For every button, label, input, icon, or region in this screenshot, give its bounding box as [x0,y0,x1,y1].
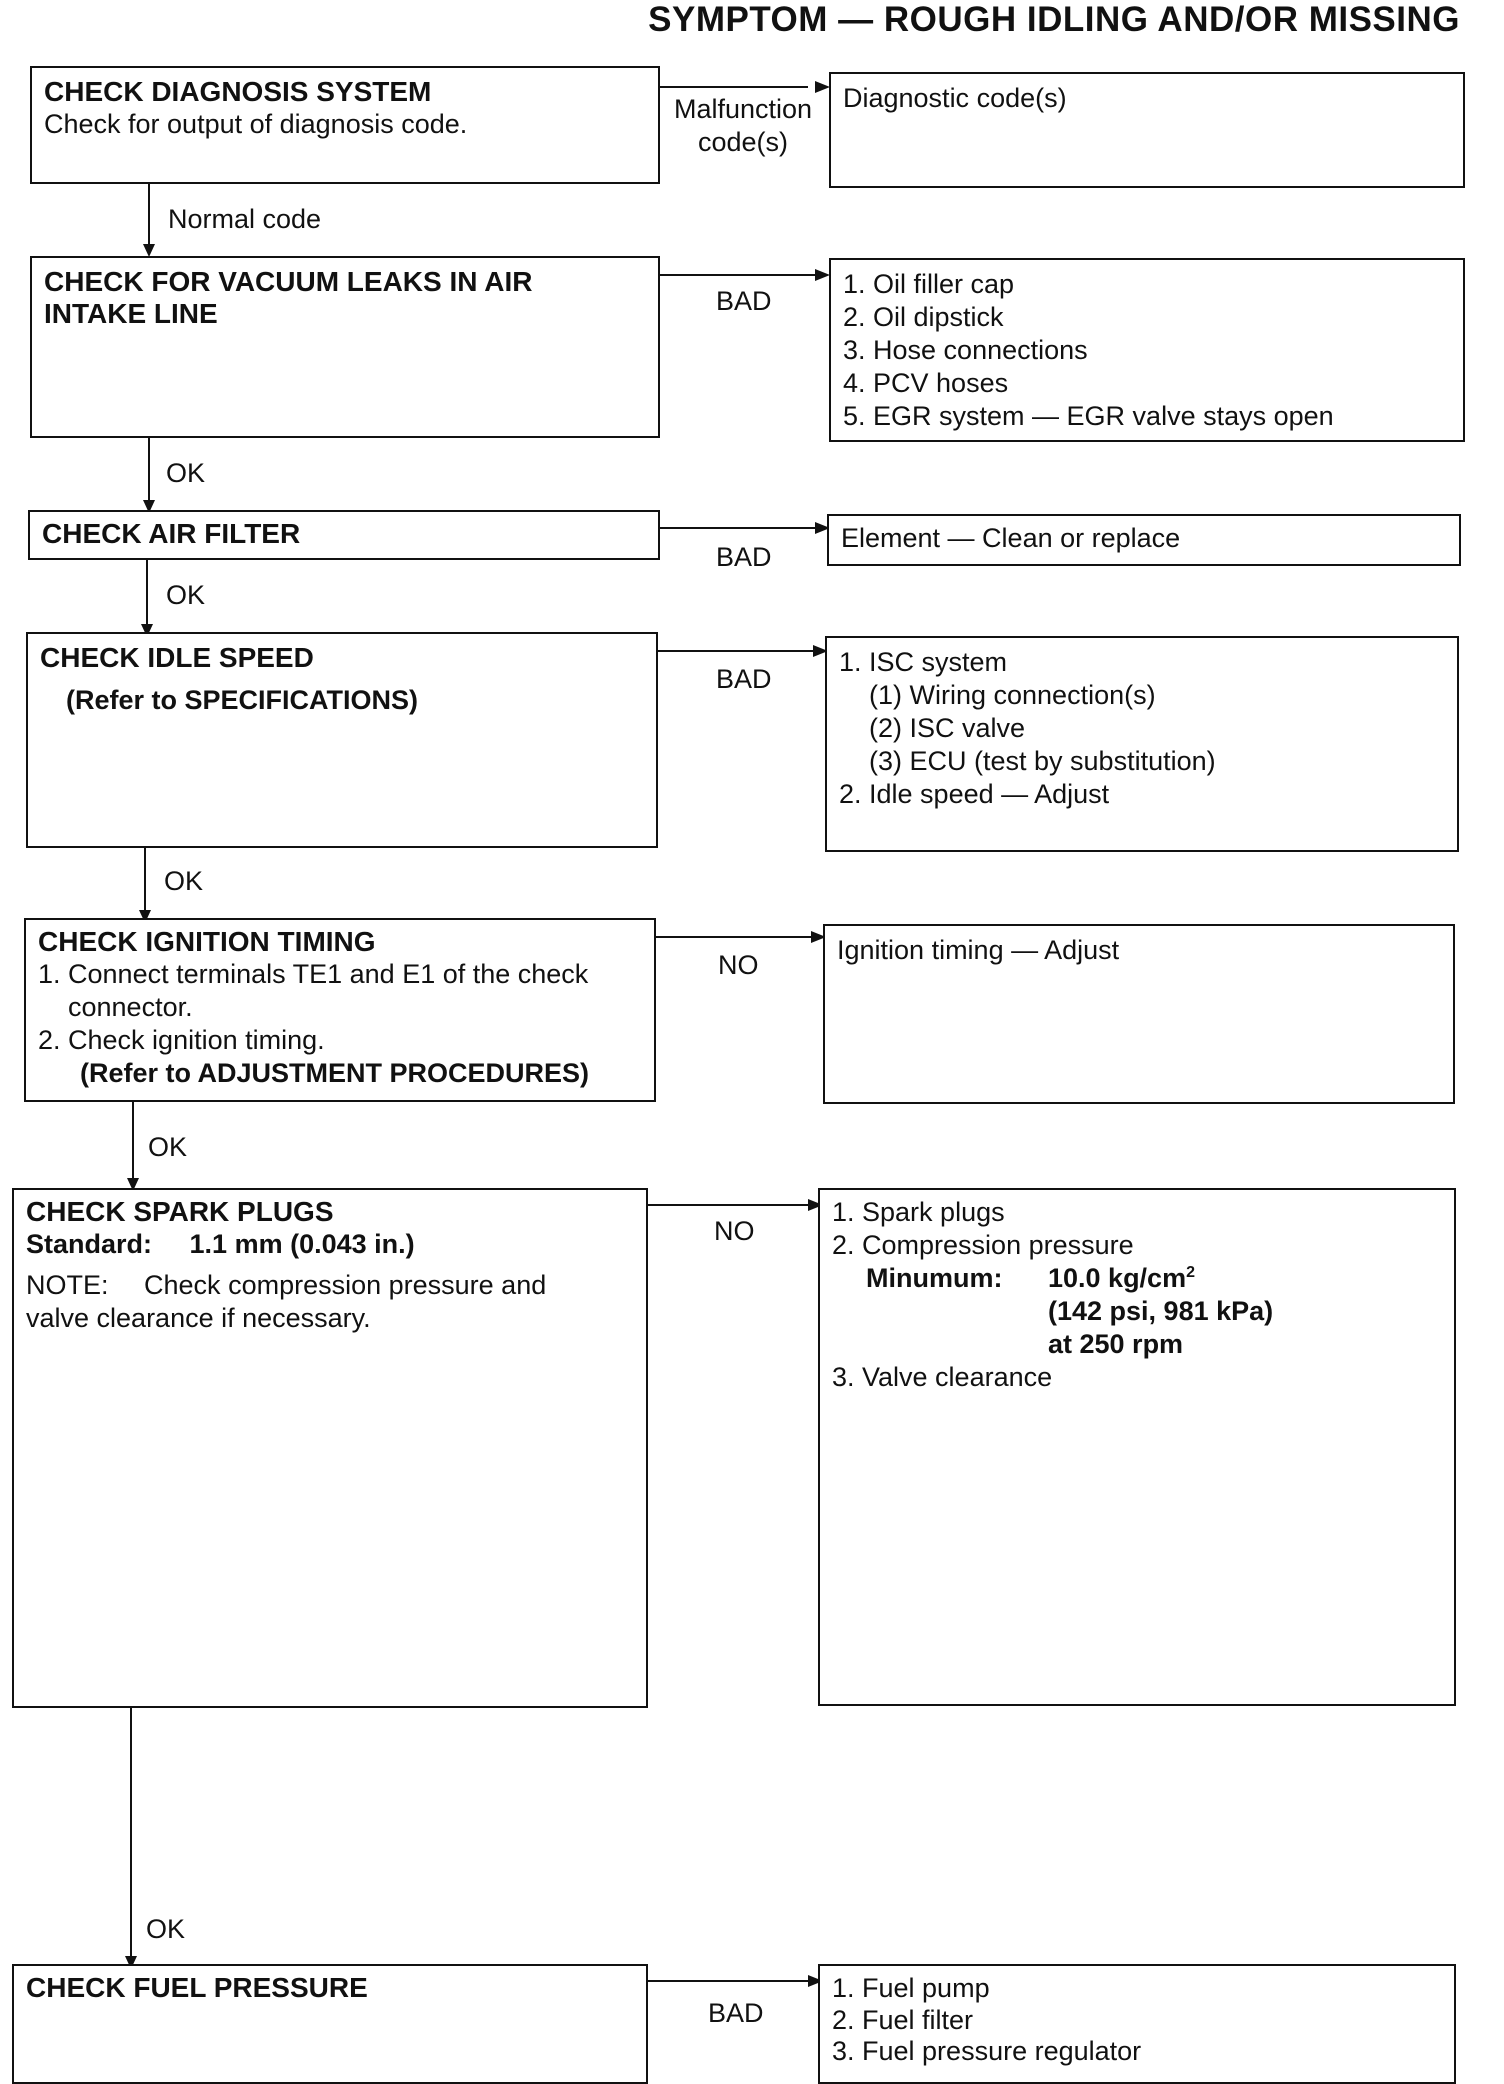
connector-air-filter-right [658,527,818,529]
step-spark-plugs-box [12,1188,648,1708]
step-ignition-line-2: connector. [68,992,193,1022]
list-item: 1. ISC system [839,647,1008,677]
step-diagnosis-box [30,66,660,184]
next-label-idle-speed-ok: OK [164,866,204,896]
branch-label-vacuum-bad: BAD [716,286,772,316]
result-idle-speed-box [825,636,1459,852]
minimum-value-2: (142 psi, 981 kPa) [1048,1296,1274,1326]
step-ignition-heading: CHECK IGNITION TIMING [38,926,376,957]
list-item: 4. PCV hoses [843,368,1009,398]
list-item: 2. Fuel filter [832,2005,974,2035]
connector-vacuum-down [148,438,150,506]
connector-ignition-right [654,936,816,938]
result-spark-minimum [832,1262,1442,1295]
note-label: NOTE: [26,1270,109,1300]
list-item: 1. Fuel pump [832,1973,990,2003]
connector-fuel-right [646,1980,812,1982]
result-fuel-box [818,1964,1456,2084]
result-spark-box [818,1188,1456,1706]
result-air-filter-text: Element — Clean or replace [841,523,1181,553]
branch-malfunction-text: Malfunction code(s) [673,94,813,157]
standard-label: Standard: [26,1229,153,1259]
step-spark-note [26,1269,634,1302]
connector-air-filter-down [146,560,148,628]
arrow-diagnosis-result [815,81,830,93]
step-spark-standard [26,1228,634,1261]
arrow-vacuum-result [815,269,830,281]
step-ignition-line-1: 1. Connect terminals TE1 and E1 of the check [38,959,589,989]
step-idle-speed-heading: CHECK IDLE SPEED [40,642,314,673]
branch-label-malfunction [663,93,823,159]
branch-label-fuel-bad: BAD [708,1998,764,2028]
step-idle-speed-body: (Refer to SPECIFICATIONS) [66,685,419,715]
connector-spark-right [646,1204,812,1206]
list-item: 1. Oil filler cap [843,269,1015,299]
connector-idle-speed-down [144,848,146,914]
step-air-filter-box [28,510,660,560]
step-air-filter-heading: CHECK AIR FILTER [42,518,301,549]
branch-label-idle-speed-bad: BAD [716,664,772,694]
minimum-sup: 2 [1186,1264,1195,1281]
branch-label-ignition-no: NO [718,950,759,980]
step-idle-speed-box [26,632,658,848]
result-spark-2: 2. Compression pressure [832,1230,1134,1260]
step-fuel-heading: CHECK FUEL PRESSURE [26,1972,368,2003]
result-spark-3: 3. Valve clearance [832,1362,1053,1392]
result-vacuum-box [829,258,1465,442]
standard-value: 1.1 mm (0.043 in.) [189,1229,415,1259]
list-item: 2. Idle speed — Adjust [839,779,1110,809]
result-air-filter-box [827,514,1461,566]
result-diagnosis-box [829,72,1465,188]
result-spark-1: 1. Spark plugs [832,1197,1005,1227]
list-item: 3. Fuel pressure regulator [832,2036,1142,2066]
minimum-value-1-wrap [1048,1262,1195,1295]
result-ignition-text: Ignition timing — Adjust [837,935,1120,965]
step-fuel-box [12,1964,648,2084]
step-ignition-box [24,918,656,1102]
step-spark-plugs-heading: CHECK SPARK PLUGS [26,1196,334,1227]
page-title: SYMPTOM — ROUGH IDLING AND/OR MISSING [648,0,1460,39]
result-vacuum-list [843,268,1451,433]
minimum-value-3: at 250 rpm [1048,1329,1184,1359]
step-vacuum-heading: CHECK FOR VACUUM LEAKS IN AIR INTAKE LINE [44,266,533,329]
connector-diagnosis-down [148,184,150,246]
connector-idle-speed-right [656,650,816,652]
next-label-vacuum-ok: OK [166,458,206,488]
step-ignition-line-3: 2. Check ignition timing. [38,1025,325,1055]
note-text-1: Check compression pressure and [144,1270,547,1300]
minimum-value-1: 10.0 kg/cm [1048,1263,1187,1293]
result-ignition-box [823,924,1455,1104]
next-label-normal-code: Normal code [168,204,322,234]
connector-spark-down [130,1706,132,1960]
list-item: 2. Oil dipstick [843,302,1004,332]
list-item: (3) ECU (test by substitution) [869,746,1216,776]
branch-label-spark-no: NO [714,1216,755,1246]
next-label-ignition-ok: OK [148,1132,188,1162]
branch-label-air-filter-bad: BAD [716,542,772,572]
list-item: (2) ISC valve [869,713,1026,743]
result-idle-speed-list [839,646,1445,811]
list-item: 5. EGR system — EGR valve stays open [843,401,1334,431]
connector-diagnosis-right [658,86,808,88]
result-fuel-list [832,1972,1442,2068]
connector-vacuum-right [658,274,818,276]
note-text-2: valve clearance if necessary. [26,1303,371,1333]
step-vacuum-box [30,256,660,438]
step-diagnosis-heading: CHECK DIAGNOSIS SYSTEM [44,76,432,107]
list-item: 3. Hose connections [843,335,1088,365]
connector-ignition-down [132,1102,134,1182]
next-label-spark-ok: OK [146,1914,186,1944]
list-item: (1) Wiring connection(s) [869,680,1156,710]
minimum-label: Minumum: [866,1263,1003,1293]
step-ignition-line-4: (Refer to ADJUSTMENT PROCEDURES) [80,1058,590,1088]
step-diagnosis-body: Check for output of diagnosis code. [44,109,468,139]
next-label-air-filter-ok: OK [166,580,206,610]
result-diagnosis-text: Diagnostic code(s) [843,83,1067,113]
